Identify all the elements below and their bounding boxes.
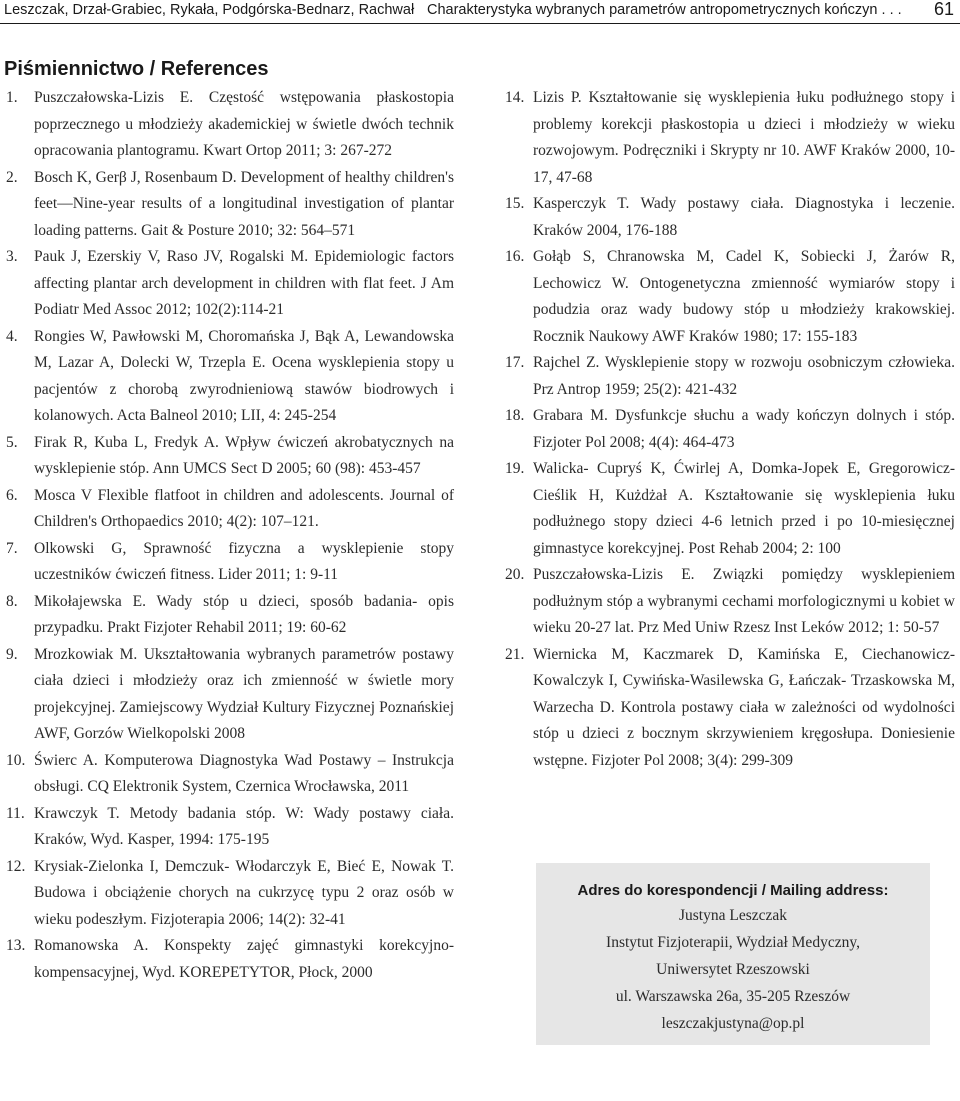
reference-item (6, 801, 454, 854)
reference-item (505, 456, 955, 562)
reference-number: 18. (505, 407, 525, 424)
reference-item (6, 642, 454, 748)
reference-text: Firak R, Kuba L, Fredyk A. Wpływ ćwiczeń akrobatycznych na wysklepienie stóp. Ann UMCS Sect D 2005; 60 (98): 453-457 (34, 433, 454, 477)
reference-number: 16. (505, 248, 525, 265)
reference-text: Walicka- Cupryś K, Ćwirlej A, Domka-Jopek E, Gregorowicz- Cieślik H, Kużdżał A. Kształtowanie się wysklepienia łuku podłużnego stopy dzieci 4-6 letnich przed i po 10-miesięcznej gimnastyce korekcyjnej. Post Rehab 2004; 2: 100 (533, 460, 955, 557)
reference-number: 8. (6, 592, 18, 610)
reference-number: 11. (6, 804, 25, 822)
reference-text: Rongies W, Pawłowski M, Choromańska J, Bąk A, Lewandowska M, Lazar A, Dolecki W, Trzepla E. Ocena wysklepienia stopy u pacjentów z chorobą zwyrodnieniową stawów biodrowych i kolanowych. Acta Balneol 2010; LII, 4: 245-254 (34, 327, 454, 424)
page-number: 61 (933, 0, 954, 19)
reference-text: Puszczałowska-Lizis E. Związki pomiędzy wysklepieniem podłużnym stóp a wybranymi cechami morfologicznymi u kobiet w wieku 20-27 lat. Prz Med Uniw Rzesz Inst Leków 2012; 1: 50-57 (533, 566, 955, 636)
reference-item (505, 244, 955, 350)
reference-text: Wiernicka M, Kaczmarek D, Kamińska E, Ciechanowicz-Kowalczyk I, Cywińska-Wasilewska G, Łańczak- Trzaskowska M, Warzecha D. Kontrola postawy ciała w zależności od wydolności stóp u dzieci z bocznym skrzywieniem kręgosłupa. Doniesienie wstępne. Fizjoter Pol 2008; 3(4): 299-309 (533, 645, 955, 769)
reference-item (6, 589, 454, 642)
reference-number: 12. (6, 857, 26, 875)
reference-number: 20. (505, 566, 525, 583)
reference-item (6, 536, 454, 589)
reference-number: 14. (505, 89, 525, 106)
reference-text: Romanowska A. Konspekty zajęć gimnastyki korekcyjno-kompensacyjnej, Wyd. KOREPETYTOR, Płock, 2000 (34, 937, 454, 981)
reference-number: 9. (6, 645, 18, 663)
reference-item (6, 85, 454, 165)
reference-text: Grabara M. Dysfunkcje słuchu a wady kończyn dolnych i stóp. Fizjoter Pol 2008; 4(4): 464-473 (533, 407, 955, 451)
reference-item (505, 85, 955, 191)
reference-text: Gołąb S, Chranowska M, Cadel K, Sobiecki J, Żarów R, Lechowicz W. Ontogenetyczna zmienność wymiarów stopy i podudzia oraz wady budowy stóp u młodzieży krakowskiej. Rocznik Naukowy AWF Kraków 1980; 17: 155-183 (533, 248, 955, 345)
reference-item (505, 562, 955, 642)
references-column-right (505, 85, 955, 774)
reference-item (6, 324, 454, 430)
reference-number: 15. (505, 195, 525, 212)
reference-number: 10. (6, 751, 26, 769)
reference-text: Puszczałowska-Lizis E. Częstość wstępowania płaskostopia poprzecznego u młodzieży akademickiej w świetle dwóch technik opracowania plantogramu. Kwart Ortop 2011; 3: 267-272 (34, 89, 454, 159)
reference-number: 4. (6, 327, 18, 345)
references-column-left (6, 85, 454, 986)
reference-text: Lizis P. Kształtowanie się wysklepienia łuku podłużnego stopy i problemy korekcji płaskostopia u dzieci i młodzieży w wieku rozwojowym. Podręczniki i Skrypty nr 10. AWF Kraków 2000, 10-17, 47-68 (533, 89, 955, 186)
reference-text: Krawczyk T. Metody badania stóp. W: Wady postawy ciała. Kraków, Wyd. Kasper, 1994: 175-195 (34, 804, 454, 848)
reference-item (6, 933, 454, 986)
header-authors: Leszczak, Drzał-Grabiec, Rykała, Podgórska-Bednarz, Rachwał (4, 2, 415, 18)
reference-number: 1. (6, 89, 18, 106)
reference-text: Mosca V Flexible flatfoot in children and adolescents. Journal of Children's Orthopaedics 2010; 4(2): 107–121. (34, 486, 454, 530)
reference-text: Krysiak-Zielonka I, Demczuk- Włodarczyk E, Bieć E, Nowak T. Budowa i obciążenie chorych na cukrzycę typu 2 oraz osób w wieku podeszłym. Fizjoterapia 2006; 14(2): 32-41 (34, 857, 454, 928)
reference-number: 2. (6, 168, 18, 186)
institute-line: Instytut Fizjoterapii, Wydział Medyczny, (606, 934, 860, 951)
reference-text: Mikołajewska E. Wady stóp u dzieci, sposób badania- opis przypadku. Prakt Fizjoter Rehabil 2011; 19: 60-62 (34, 592, 454, 636)
mailing-address-heading: Adres do korespondencji / Mailing address: (577, 882, 889, 899)
reference-item (6, 483, 454, 536)
reference-text: Pauk J, Ezerskiy V, Raso JV, Rogalski M. Epidemiologic factors affecting plantar arch development in children with flat feet. J Am Podiatr Med Assoc 2012; 102(2):114-21 (34, 248, 454, 318)
header-title: Charakterystyka wybranych parametrów antropometrycznych kończyn . . . (427, 2, 902, 18)
reference-item (6, 854, 454, 934)
mailing-address-box (536, 863, 930, 1045)
reference-item (6, 748, 454, 801)
reference-number: 7. (6, 539, 18, 557)
email-address: leszczakjustyna@op.pl (661, 1015, 805, 1032)
correspondent-name: Justyna Leszczak (678, 907, 788, 924)
reference-text: Mrozkowiak M. Ukształtowania wybranych parametrów postawy ciała dzieci i młodzieży oraz ich zmienność w świetle mory projekcyjnej. Zamiejscowy Wydział Kultury Fizycznej Poznańskiej AWF, Gorzów Wielkopolski 2008 (34, 645, 454, 742)
reference-number: 13. (6, 937, 26, 954)
university-line: Uniwersytet Rzeszowski (656, 961, 810, 978)
reference-item (6, 430, 454, 483)
reference-item (6, 165, 454, 245)
reference-item (505, 350, 955, 403)
reference-number: 5. (6, 433, 18, 451)
reference-text: Kasperczyk T. Wady postawy ciała. Diagnostyka i leczenie. Kraków 2004, 176-188 (533, 195, 955, 239)
running-header (0, 0, 960, 24)
reference-item (505, 403, 955, 456)
reference-text: Bosch K, Gerβ J, Rosenbaum D. Development of healthy children's feet—Nine-year results of a longitudinal investigation of plantar loading patterns. Gait & Posture 2010; 32: 564–571 (34, 168, 454, 239)
reference-text: Olkowski G, Sprawność fizyczna a wysklepienie stopy uczestników ćwiczeń fitness. Lider 2011; 1: 9-11 (34, 539, 454, 583)
reference-number: 17. (505, 354, 525, 371)
street-address: ul. Warszawska 26a, 35-205 Rzeszów (615, 988, 851, 1005)
reference-text: Świerc A. Komputerowa Diagnostyka Wad Postawy – Instrukcja obsługi. CQ Elektronik System, Czernica Wrocławska, 2011 (34, 751, 454, 795)
reference-item (505, 191, 955, 244)
reference-item (505, 642, 955, 775)
references-heading: Piśmiennictwo / References (4, 58, 269, 80)
reference-number: 6. (6, 486, 18, 504)
reference-number: 21. (505, 645, 525, 663)
reference-number: 19. (505, 460, 525, 477)
reference-number: 3. (6, 248, 18, 265)
reference-text: Rajchel Z. Wysklepienie stopy w rozwoju osobniczym człowieka. Prz Antrop 1959; 25(2): 421-432 (533, 354, 955, 398)
reference-item (6, 244, 454, 324)
